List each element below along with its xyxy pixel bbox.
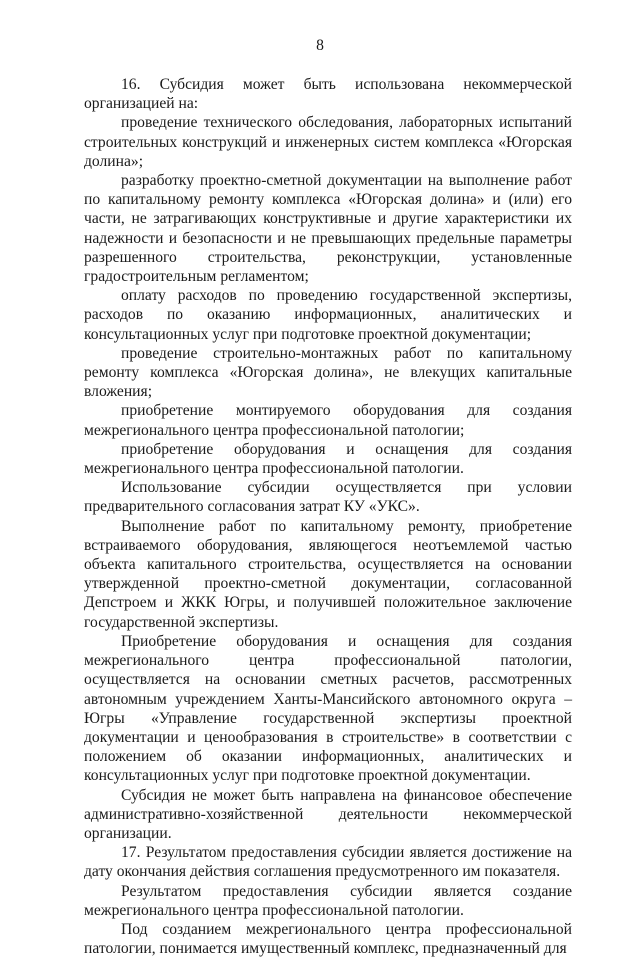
page-number: 8 xyxy=(316,37,324,54)
paragraph: приобретение монтируемого оборудования для создания межрегионального центра профессиональной патологии; xyxy=(84,402,572,439)
paragraph-last: Под созданием межрегионального центра профессиональной патологии, понимается имущественный комплекс, предназначенный для xyxy=(84,920,572,958)
paragraph: Приобретение оборудования и оснащения для создания межрегионального центра профессиональной патологии, осуществляется на основании сметных расчетов, рассмотренных автономным учреждением Ханты-Мансийского автономного округа – Югры «Управление государственной экспертизы проектной документации и ценообразования в строительстве» в соответствии с положением об оказании информационных, аналитических и консультационных услуг при подготовке проектной документации. xyxy=(84,632,572,785)
paragraph: оплату расходов по проведению государственной экспертизы, расходов по оказанию информационных, аналитических и консультационных услуг при подготовке проектной документации; xyxy=(84,287,572,343)
paragraph: проведение технического обследования, лабораторных испытаний строительных конструкций и инженерных систем комплекса «Югорская долина»; xyxy=(84,114,572,170)
paragraph: Субсидия не может быть направлена на финансовое обеспечение административно-хозяйственной деятельности некоммерческой организации. xyxy=(84,786,572,842)
paragraph: разработку проектно-сметной документации на выполнение работ по капитальному ремонту комплекса «Югорская долина» и (или) его части, не затрагивающих конструктивные и другие характеристики их надежности и безопасности и не превышающих предельные параметры разрешенного строительства, реконструкции, установленные градостроительным регламентом; xyxy=(84,172,572,286)
paragraph: проведение строительно-монтажных работ по капитальному ремонту комплекса «Югорская долина», не влекущих капитальные вложения; xyxy=(84,344,572,401)
paragraph: 17. Результатом предоставления субсидии является достижение на дату окончания действия соглашения предусмотренного им показателя. xyxy=(84,844,572,881)
paragraph: приобретение оборудования и оснащения для создания межрегионального центра профессиональной патологии. xyxy=(84,440,572,478)
paragraph: Использование субсидии осуществляется при условии предварительного согласования затрат КУ «УКС». xyxy=(84,479,572,516)
paragraph: Выполнение работ по капитальному ремонту, приобретение встраиваемого оборудования, являющегося неотъемлемой частью объекта капитального строительства, осуществляется на основании утвержденной проектно-сметной документации, согласованной Депстроем и ЖКК Югры, и получившей положительное заключение государственной экспертизы. xyxy=(84,517,572,631)
paragraph: 16. Субсидия может быть использована некоммерческой организацией на: xyxy=(84,76,572,113)
paragraph: Результатом предоставления субсидии является создание межрегионального центра профессиональной патологии. xyxy=(84,882,572,919)
document-body xyxy=(84,75,572,958)
